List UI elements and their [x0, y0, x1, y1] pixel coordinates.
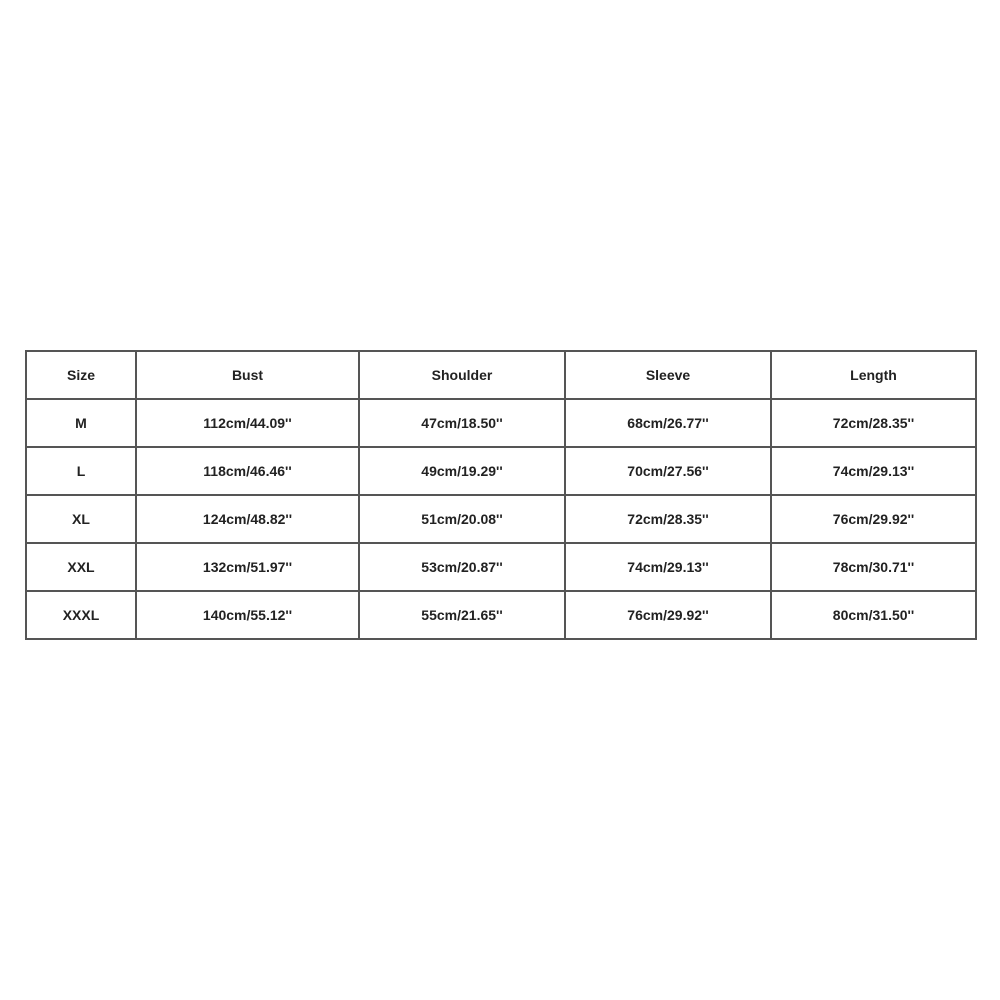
- header-size: Size: [26, 351, 136, 399]
- cell-size: XXL: [26, 543, 136, 591]
- cell-bust: 118cm/46.46'': [136, 447, 359, 495]
- cell-bust: 112cm/44.09'': [136, 399, 359, 447]
- size-chart-table: [25, 350, 977, 640]
- cell-shoulder: 53cm/20.87'': [359, 543, 565, 591]
- header-sleeve: Sleeve: [565, 351, 771, 399]
- table-header-row: [26, 351, 976, 399]
- cell-bust: 140cm/55.12'': [136, 591, 359, 639]
- cell-length: 74cm/29.13'': [771, 447, 976, 495]
- cell-sleeve: 72cm/28.35'': [565, 495, 771, 543]
- cell-sleeve: 74cm/29.13'': [565, 543, 771, 591]
- cell-shoulder: 49cm/19.29'': [359, 447, 565, 495]
- table-row: [26, 591, 976, 639]
- cell-sleeve: 76cm/29.92'': [565, 591, 771, 639]
- table-row: [26, 543, 976, 591]
- cell-sleeve: 68cm/26.77'': [565, 399, 771, 447]
- cell-shoulder: 47cm/18.50'': [359, 399, 565, 447]
- cell-size: M: [26, 399, 136, 447]
- cell-length: 78cm/30.71'': [771, 543, 976, 591]
- table-row: [26, 447, 976, 495]
- cell-length: 80cm/31.50'': [771, 591, 976, 639]
- table-row: [26, 399, 976, 447]
- cell-size: XXXL: [26, 591, 136, 639]
- cell-sleeve: 70cm/27.56'': [565, 447, 771, 495]
- cell-length: 76cm/29.92'': [771, 495, 976, 543]
- cell-shoulder: 51cm/20.08'': [359, 495, 565, 543]
- header-bust: Bust: [136, 351, 359, 399]
- header-length: Length: [771, 351, 976, 399]
- cell-bust: 124cm/48.82'': [136, 495, 359, 543]
- cell-length: 72cm/28.35'': [771, 399, 976, 447]
- cell-size: XL: [26, 495, 136, 543]
- header-shoulder: Shoulder: [359, 351, 565, 399]
- cell-size: L: [26, 447, 136, 495]
- cell-bust: 132cm/51.97'': [136, 543, 359, 591]
- cell-shoulder: 55cm/21.65'': [359, 591, 565, 639]
- table-row: [26, 495, 976, 543]
